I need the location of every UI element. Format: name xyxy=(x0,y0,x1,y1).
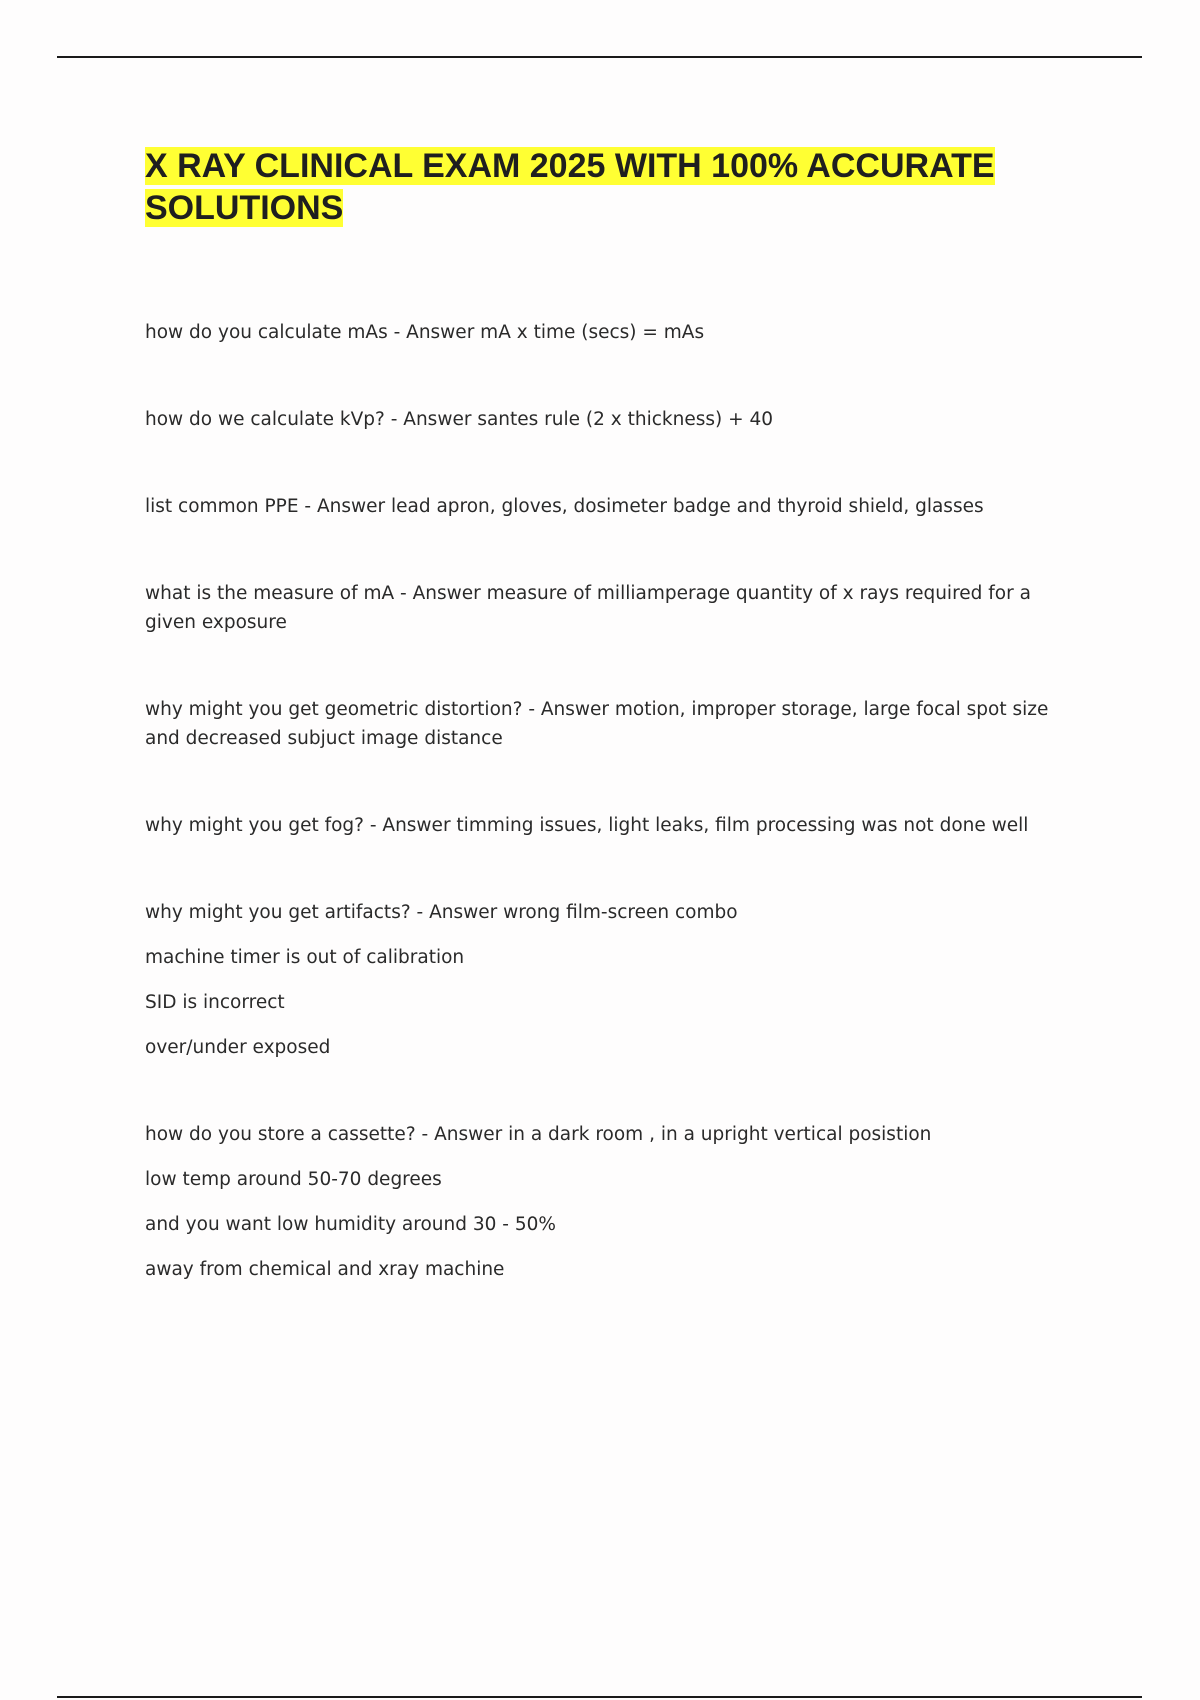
qa-list xyxy=(145,318,1065,1342)
qa-extra-line: away from chemical and xray machine xyxy=(145,1259,505,1280)
page-title xyxy=(145,145,1065,229)
qa-text: what is the measure of mA - Answer measure of milliamperage quantity of x rays required for a given exposure xyxy=(145,583,1031,633)
qa-text: list common PPE - Answer lead apron, gloves, dosimeter badge and thyroid shield, glasses xyxy=(145,496,984,517)
qa-item xyxy=(145,811,1065,840)
qa-extra-line: SID is incorrect xyxy=(145,992,285,1013)
top-rule xyxy=(57,56,1142,58)
qa-item xyxy=(145,695,1065,753)
qa-item xyxy=(145,1120,1065,1284)
qa-text: how do you store a cassette? - Answer in a dark room , in a upright vertical posistion xyxy=(145,1124,932,1145)
qa-item xyxy=(145,318,1065,347)
qa-extra-line: machine timer is out of calibration xyxy=(145,947,465,968)
qa-extra-line: and you want low humidity around 30 - 50% xyxy=(145,1214,556,1235)
qa-extra-line: over/under exposed xyxy=(145,1037,331,1058)
qa-item xyxy=(145,898,1065,1062)
qa-text: how do we calculate kVp? - Answer santes rule (2 x thickness) + 40 xyxy=(145,409,774,430)
qa-text: why might you get artifacts? - Answer wrong film-screen combo xyxy=(145,902,738,923)
bottom-rule xyxy=(57,1696,1142,1698)
qa-text: why might you get geometric distortion? - Answer motion, improper storage, large focal spot size and decreased subjuct image distance xyxy=(145,699,1049,749)
qa-text: how do you calculate mAs - Answer mA x time (secs) = mAs xyxy=(145,322,705,343)
qa-extra-line: low temp around 50-70 degrees xyxy=(145,1169,442,1190)
qa-item xyxy=(145,492,1065,521)
qa-item xyxy=(145,405,1065,434)
qa-item xyxy=(145,579,1065,637)
page-title-highlight: X RAY CLINICAL EXAM 2025 WITH 100% ACCURATE SOLUTIONS xyxy=(145,147,995,227)
qa-text: why might you get fog? - Answer timming issues, light leaks, film processing was not done well xyxy=(145,815,1029,836)
